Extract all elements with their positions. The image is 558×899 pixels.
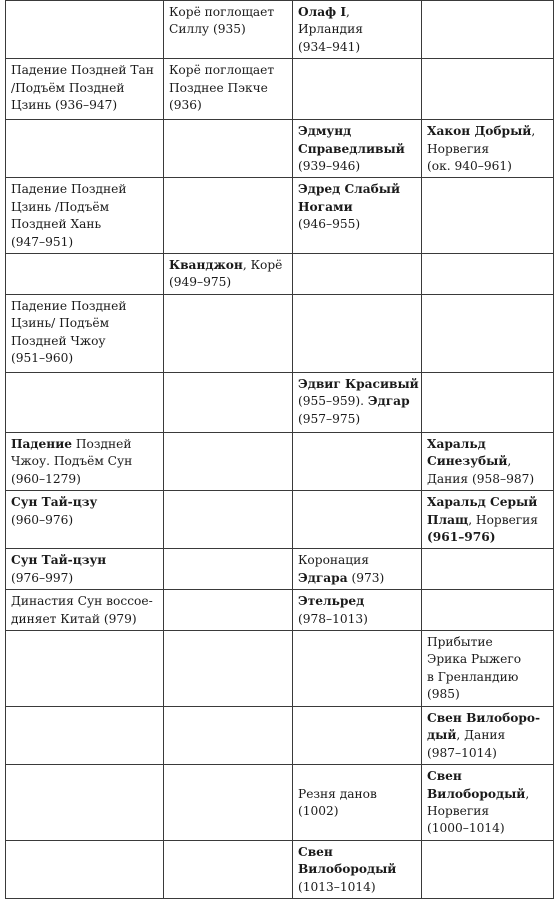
text: (936)	[169, 98, 202, 113]
text: (951–960)	[11, 351, 74, 366]
cell-korea	[164, 840, 293, 898]
text: Ирландия	[298, 22, 363, 37]
text: Дания (958–987)	[427, 471, 535, 486]
bold-text: Харальд Серый	[427, 495, 538, 510]
cell-china	[6, 254, 164, 295]
cell-korea	[164, 59, 293, 120]
text: (957–975)	[298, 411, 361, 426]
table-row	[6, 432, 554, 490]
text: Падение Поздней	[11, 298, 127, 313]
text: Падение Поздней Тан	[11, 63, 154, 78]
bold-text: Справедливый	[298, 141, 405, 156]
cell-korea	[164, 1, 293, 59]
bold-text: Хакон Добрый	[427, 124, 532, 139]
text: ,	[531, 124, 536, 139]
cell-scandinavia	[422, 630, 554, 706]
chronology-table	[5, 0, 554, 899]
cell-line	[298, 393, 417, 410]
cell-line	[427, 453, 549, 470]
cell-china	[6, 178, 164, 254]
table-row	[6, 294, 554, 372]
cell-line	[298, 158, 417, 175]
text: Корё поглощает	[169, 5, 275, 19]
table-row	[6, 706, 554, 764]
cell-line	[427, 710, 549, 727]
bold-text: Сун Тай-цзу	[11, 495, 98, 510]
cell-england	[293, 1, 422, 59]
cell-line	[427, 651, 549, 668]
cell-china	[6, 432, 164, 490]
cell-england	[293, 432, 422, 490]
cell-scandinavia	[422, 254, 554, 295]
cell-scandinavia	[422, 840, 554, 898]
cell-line	[169, 274, 288, 291]
cell-scandinavia	[422, 1, 554, 59]
cell-england	[293, 59, 422, 120]
chronology-body	[6, 1, 554, 899]
cell-scandinavia	[422, 120, 554, 178]
bold-text: Плащ	[427, 512, 469, 527]
cell-line	[427, 141, 549, 158]
text: (978–1013)	[298, 611, 368, 626]
cell-line	[298, 803, 417, 820]
cell-scandinavia	[422, 706, 554, 764]
cell-line	[169, 80, 288, 97]
cell-line	[298, 879, 417, 896]
text: (955–959).	[298, 394, 368, 409]
cell-line	[427, 786, 549, 803]
text: диняет Китай (979)	[11, 611, 137, 626]
cell-line	[169, 97, 288, 114]
cell-line	[11, 611, 159, 628]
cell-line	[169, 4, 288, 21]
text: Позднее Пэкче	[169, 80, 268, 95]
cell-line	[11, 453, 159, 470]
bold-text: Синезубый	[427, 454, 508, 469]
cell-line	[169, 62, 288, 79]
text: Цзинь (936–947)	[11, 98, 118, 113]
cell-line	[11, 570, 159, 587]
bold-text: Эдред Слабый	[298, 182, 401, 197]
cell-line	[11, 333, 159, 350]
cell-england	[293, 590, 422, 631]
cell-line	[298, 844, 417, 861]
table-row	[6, 590, 554, 631]
cell-england	[293, 706, 422, 764]
cell-line	[427, 123, 549, 140]
cell-korea	[164, 432, 293, 490]
cell-china	[6, 840, 164, 898]
cell-line	[298, 141, 417, 158]
cell-england	[293, 491, 422, 549]
cell-china	[6, 59, 164, 120]
text: Цзинь/ Подъём	[11, 316, 110, 331]
text: ,	[525, 786, 530, 801]
cell-england	[293, 294, 422, 372]
table-row	[6, 765, 554, 841]
cell-line	[298, 593, 417, 610]
text: (973)	[347, 570, 385, 585]
cell-korea	[164, 549, 293, 590]
cell-korea	[164, 254, 293, 295]
cell-korea	[164, 372, 293, 432]
table-row	[6, 254, 554, 295]
cell-line	[11, 436, 159, 453]
cell-line	[11, 512, 159, 529]
cell-england	[293, 630, 422, 706]
text: Поздней Хань	[11, 217, 102, 232]
cell-line	[298, 21, 417, 38]
cell-line	[11, 593, 159, 610]
cell-china	[6, 630, 164, 706]
bold-text: Кванджон	[169, 258, 243, 273]
cell-line	[427, 686, 549, 703]
cell-line	[298, 181, 417, 198]
text: (976–997)	[11, 570, 74, 585]
cell-line	[169, 21, 288, 38]
cell-line	[298, 861, 417, 878]
cell-line	[298, 216, 417, 233]
cell-england	[293, 178, 422, 254]
cell-scandinavia	[422, 432, 554, 490]
cell-line	[427, 471, 549, 488]
cell-line	[11, 552, 159, 569]
cell-line	[11, 298, 159, 315]
text: Силлу (935)	[169, 22, 246, 37]
text: Цзинь /Подъём	[11, 199, 110, 214]
page	[5, 0, 553, 899]
text: (947–951)	[11, 234, 74, 249]
cell-line	[427, 669, 549, 686]
cell-line	[427, 820, 549, 837]
cell-line	[298, 570, 417, 587]
cell-scandinavia	[422, 491, 554, 549]
text: (ок. 940–961)	[427, 159, 512, 174]
cell-china	[6, 294, 164, 372]
text: Эрика Рыжего	[427, 652, 522, 667]
cell-line	[427, 745, 549, 762]
text: (1000–1014)	[427, 821, 505, 836]
text: (987–1014)	[427, 745, 497, 760]
cell-korea	[164, 630, 293, 706]
cell-line	[11, 181, 159, 198]
cell-china	[6, 372, 164, 432]
bold-text: дый	[427, 728, 457, 743]
text: Династия Сун воссое-	[11, 594, 153, 609]
bold-text: Падение	[11, 436, 72, 451]
text: Падение Поздней	[11, 182, 127, 197]
bold-text: Харальд	[427, 436, 486, 451]
table-row	[6, 1, 554, 59]
cell-korea	[164, 706, 293, 764]
text: Поздней Чжоу	[11, 333, 106, 348]
cell-line	[11, 97, 159, 114]
cell-korea	[164, 491, 293, 549]
bold-text: Свен Вилоборо-	[427, 710, 541, 725]
bold-text: Ногами	[298, 199, 353, 214]
table-row	[6, 178, 554, 254]
bold-text: Вилобородый	[427, 786, 526, 801]
cell-line	[11, 494, 159, 511]
text: в Гренландию	[427, 669, 519, 684]
bold-text: Эдгар	[367, 394, 410, 409]
cell-line	[298, 786, 417, 803]
cell-line	[427, 727, 549, 744]
table-row	[6, 491, 554, 549]
table-row	[6, 630, 554, 706]
cell-line	[298, 611, 417, 628]
cell-line	[298, 199, 417, 216]
table-row	[6, 59, 554, 120]
cell-england	[293, 549, 422, 590]
cell-line	[11, 199, 159, 216]
cell-line	[169, 257, 288, 274]
cell-china	[6, 491, 164, 549]
cell-england	[293, 840, 422, 898]
bold-text: Сун Тай-цзун	[11, 553, 107, 568]
text: Чжоу. Подъём Сун	[11, 454, 133, 469]
cell-line	[427, 529, 549, 546]
cell-england	[293, 372, 422, 432]
table-row	[6, 120, 554, 178]
cell-china	[6, 765, 164, 841]
cell-china	[6, 1, 164, 59]
text: Норвегия	[427, 141, 490, 156]
cell-china	[6, 706, 164, 764]
cell-line	[11, 62, 159, 79]
cell-korea	[164, 590, 293, 631]
text: (949–975)	[169, 275, 232, 290]
cell-china	[6, 549, 164, 590]
text: Коронация	[298, 553, 369, 568]
text: Резня данов	[298, 786, 377, 801]
cell-line	[427, 803, 549, 820]
cell-line	[11, 216, 159, 233]
bold-text: Олаф I	[298, 5, 347, 19]
text: (1013–1014)	[298, 879, 376, 894]
text: , Норвегия	[468, 512, 538, 527]
cell-scandinavia	[422, 765, 554, 841]
cell-line	[298, 411, 417, 428]
text: (985)	[427, 687, 460, 702]
text: Корё поглощает	[169, 63, 275, 78]
text: /Подъём Поздней	[11, 80, 125, 95]
cell-line	[427, 768, 549, 785]
cell-scandinavia	[422, 59, 554, 120]
cell-line	[298, 552, 417, 569]
cell-korea	[164, 765, 293, 841]
cell-line	[427, 436, 549, 453]
text: (946–955)	[298, 217, 361, 232]
cell-line	[427, 634, 549, 651]
text: Прибытие	[427, 634, 493, 649]
text: (1002)	[298, 803, 339, 818]
bold-text: Вилобородый	[298, 862, 397, 877]
cell-china	[6, 590, 164, 631]
table-row	[6, 549, 554, 590]
cell-line	[11, 471, 159, 488]
bold-text: Свен	[298, 844, 333, 859]
text: , Корё	[242, 258, 283, 273]
cell-line	[11, 234, 159, 251]
cell-line	[11, 315, 159, 332]
cell-line	[298, 39, 417, 56]
table-row	[6, 840, 554, 898]
cell-scandinavia	[422, 590, 554, 631]
bold-text: Эдгара	[298, 570, 348, 585]
table-row	[6, 372, 554, 432]
cell-korea	[164, 120, 293, 178]
text: ,	[346, 5, 350, 19]
text: Норвегия	[427, 803, 490, 818]
cell-line	[298, 376, 417, 393]
cell-england	[293, 120, 422, 178]
cell-line	[298, 123, 417, 140]
cell-scandinavia	[422, 178, 554, 254]
cell-line	[427, 158, 549, 175]
cell-scandinavia	[422, 549, 554, 590]
bold-text: Этельред	[298, 594, 365, 609]
cell-korea	[164, 178, 293, 254]
cell-line	[11, 80, 159, 97]
text: (960–1279)	[11, 471, 81, 486]
text: (939–946)	[298, 159, 361, 174]
text: Поздней	[72, 436, 132, 451]
bold-text: (961–976)	[427, 529, 496, 544]
text: ,	[507, 454, 512, 469]
bold-text: Эдвиг Красивый	[298, 376, 419, 391]
cell-scandinavia	[422, 372, 554, 432]
cell-line	[11, 350, 159, 367]
cell-korea	[164, 294, 293, 372]
bold-text: Свен	[427, 769, 462, 784]
text: (960–976)	[11, 512, 74, 527]
text: , Дания	[456, 728, 506, 743]
cell-line	[298, 4, 417, 21]
cell-scandinavia	[422, 294, 554, 372]
text: (934–941)	[298, 39, 361, 54]
cell-england	[293, 765, 422, 841]
cell-line	[427, 512, 549, 529]
cell-england	[293, 254, 422, 295]
bold-text: Эдмунд	[298, 124, 352, 139]
cell-china	[6, 120, 164, 178]
cell-line	[427, 494, 549, 511]
